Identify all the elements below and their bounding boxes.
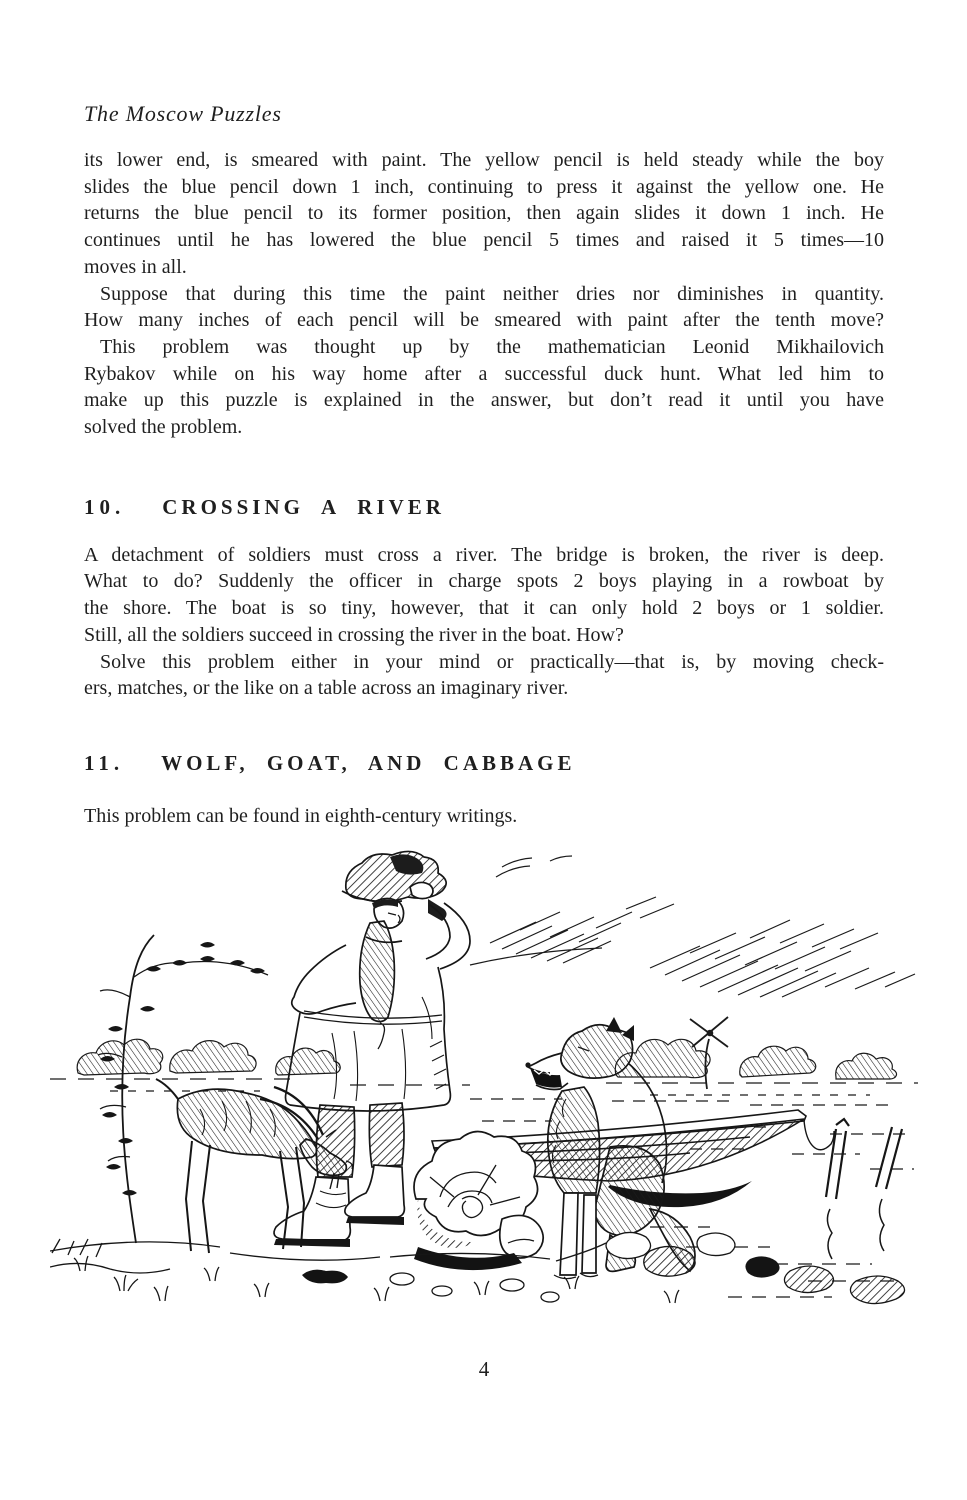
- hand-scratching: [410, 882, 433, 898]
- text-line: This problem can be found in eighth-century writings.: [84, 804, 518, 827]
- text-line: Rybakov while on his way home after a successful duck hunt. What led him to: [84, 362, 884, 385]
- paragraph: [84, 334, 884, 441]
- running-header: The Moscow Puzzles: [84, 101, 282, 126]
- text-line: This problem was thought up by the mathematician Leonid Mikhailovich: [100, 335, 884, 358]
- page-number: 4: [478, 1356, 490, 1381]
- illustration-drawing: [50, 847, 920, 1315]
- beard: [360, 921, 395, 1022]
- text-line: moves in all.: [84, 255, 187, 278]
- far-shore: [50, 1039, 918, 1095]
- intro-paragraphs: [84, 147, 884, 441]
- text-line: its lower end, is smeared with paint. The yellow pencil is held steady while the boy: [84, 149, 884, 171]
- section-11-body: [84, 803, 884, 830]
- text-line: How many inches of each pencil will be smeared with paint after the tenth move?: [84, 309, 884, 332]
- text-line: Still, all the soldiers succeed in crossing the river in the boat. How?: [84, 623, 624, 646]
- section-number: 11.: [84, 750, 125, 775]
- wolf-chest: [548, 1087, 600, 1193]
- text-line: slides the blue pencil down 1 inch, continuing to press it against the yellow one. He: [84, 175, 884, 198]
- section-10-body: [84, 542, 884, 702]
- text-line: Solve this problem either in your mind or practically—that is, by moving check-: [100, 650, 884, 673]
- paragraph: [84, 147, 884, 281]
- section-heading-10: [84, 494, 884, 520]
- left-arm: [292, 945, 356, 1014]
- section-title: WOLF, GOAT, AND CABBAGE: [161, 750, 576, 775]
- text-line: ers, matches, or the like on a table across an imaginary river.: [84, 677, 569, 700]
- ground-stone: [302, 1269, 348, 1283]
- goat-tail: [156, 1079, 178, 1099]
- illustration-wolf-goat-cabbage: [50, 847, 920, 1315]
- paragraph: [84, 803, 884, 830]
- section-title: CROSSING A RIVER: [162, 494, 445, 519]
- section-number: 10.: [84, 494, 126, 519]
- wolf-front-legs: [560, 1193, 596, 1275]
- paragraph: [84, 281, 884, 334]
- sky-hatching: [470, 856, 915, 997]
- right-boot: [345, 1165, 405, 1217]
- text-line: Suppose that during this time the paint neither dries nor diminishes in quantity.: [100, 282, 884, 305]
- cabbage: [414, 1131, 543, 1270]
- text-line: What to do? Suddenly the officer in charge spots 2 boys playing in a rowboat by: [84, 570, 884, 593]
- text-line: solved the problem.: [84, 416, 243, 439]
- text-line: make up this puzzle is explained in the answer, but don’t read it until you have: [84, 389, 884, 412]
- section-heading-11: [84, 750, 884, 776]
- paragraph: [84, 649, 884, 702]
- text-line: continues until he has lowered the blue pencil 5 times and raised it 5 times—10: [84, 229, 884, 252]
- text-line: A detachment of soldiers must cross a river. The bridge is broken, the river is deep.: [84, 543, 884, 566]
- paragraph: [84, 542, 884, 649]
- mooring-posts: [826, 1119, 902, 1259]
- text-line: returns the blue pencil to its former position, then again slides it down 1 inch. He: [84, 202, 884, 225]
- sapling: [98, 935, 268, 1243]
- text-line: the shore. The boat is so tiny, however, that it can only hold 2 boys or 1 soldier.: [84, 597, 884, 620]
